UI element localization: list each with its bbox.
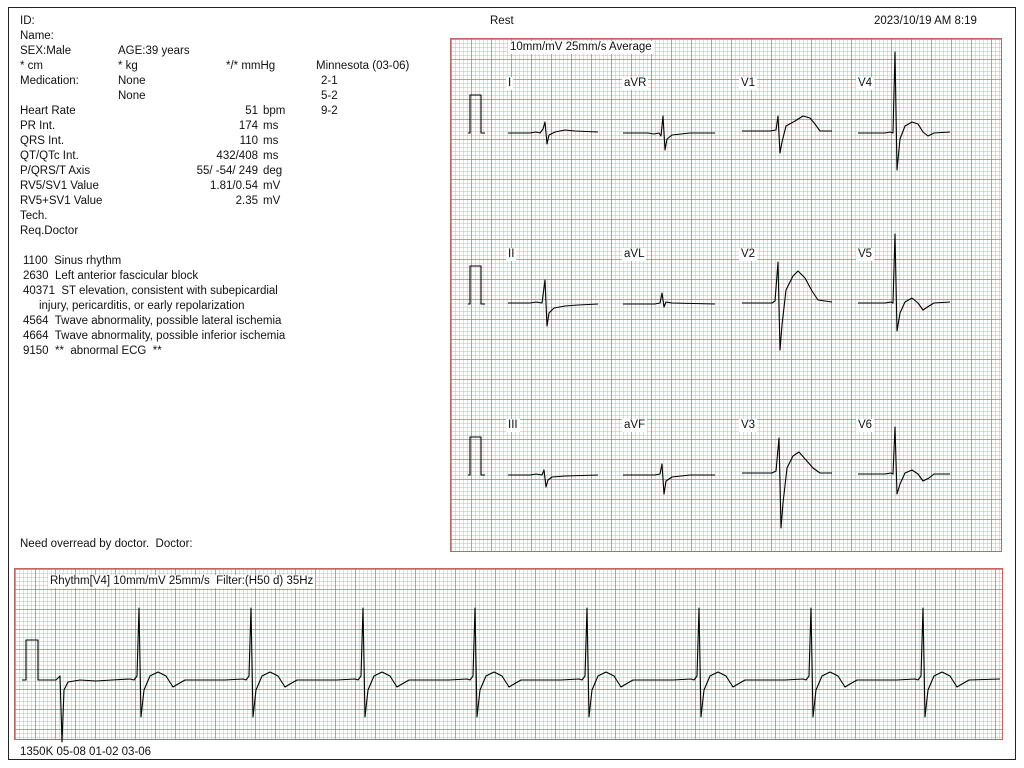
lead-trace-avf: [623, 464, 715, 494]
lead-trace-v5: [858, 234, 950, 331]
measurement-label: PR Int.: [20, 120, 56, 132]
lead-label: V2: [741, 248, 756, 260]
lead-label: II: [508, 248, 515, 260]
measurement-label: QRS Int.: [20, 135, 65, 147]
measurement-unit: mV: [263, 195, 281, 207]
medication-label: Medication:: [20, 75, 79, 87]
req-doctor-label: Req.Doctor: [20, 225, 79, 237]
patient-weight: * kg: [118, 60, 138, 72]
rhythm-strip-label: Rhythm[V4] 10mm/mV 25mm/s Filter:(H50 d) 35Hz: [50, 575, 314, 587]
measurement-value: 174: [238, 120, 258, 132]
patient-name-label: Name:: [20, 30, 54, 42]
measurement-label: RV5+SV1 Value: [20, 195, 103, 207]
lead-label: V6: [858, 419, 873, 431]
lead-label: V5: [858, 248, 873, 260]
footer-code: 1350K 05-08 01-02 03-06: [20, 746, 152, 758]
lead-label: aVR: [624, 77, 647, 89]
minnesota-code: 5-2: [321, 90, 338, 102]
lead-label: V3: [741, 419, 756, 431]
measurement-unit: deg: [263, 165, 283, 177]
measurement-label: QT/QTc Int.: [20, 150, 79, 162]
measurement-value: 55/ -54/ 249: [196, 165, 258, 177]
patient-id-label: ID:: [20, 15, 35, 27]
measurement-value: 1.81/0.54: [210, 180, 258, 192]
patient-height: * cm: [20, 60, 43, 72]
ecg-settings-label: 10mm/mV 25mm/s Average: [510, 41, 652, 53]
lead-trace-i: [508, 122, 598, 144]
minnesota-title: Minnesota (03-06): [316, 60, 410, 72]
rhythm-trace-v4: [44, 608, 1000, 742]
lead-label: V1: [741, 77, 756, 89]
overread-note: Need overread by doctor. Doctor:: [20, 538, 193, 550]
lead-trace-iii: [508, 470, 598, 487]
lead-label: aVF: [624, 419, 646, 431]
medication-value-2: None: [118, 90, 146, 102]
report-title: Rest: [490, 15, 514, 27]
lead-trace-v2: [742, 262, 832, 350]
measurement-value: 2.35: [235, 195, 258, 207]
calibration-pulse: [468, 437, 485, 475]
measurement-value: 432/408: [216, 150, 258, 162]
tech-label: Tech.: [20, 210, 48, 222]
lead-trace-ii: [508, 280, 598, 326]
interpretation-line: 9150 ** abnormal ECG **: [23, 345, 162, 357]
interpretation-line: 1100 Sinus rhythm: [23, 255, 122, 267]
calibration-pulse: [22, 640, 44, 680]
measurement-label: P/QRS/T Axis: [20, 165, 91, 177]
measurement-label: RV5/SV1 Value: [20, 180, 99, 192]
measurement-unit: ms: [263, 120, 279, 132]
lead-label: aVL: [624, 248, 645, 260]
minnesota-code: 2-1: [321, 75, 338, 87]
measurement-label: Heart Rate: [20, 105, 76, 117]
lead-trace-v6: [858, 427, 950, 494]
calibration-pulse: [468, 95, 485, 133]
patient-blood-pressure: */* mmHg: [226, 60, 276, 72]
lead-trace-v3: [742, 438, 832, 528]
lead-trace-v1: [742, 116, 832, 153]
lead-trace-v4: [858, 52, 950, 170]
measurement-unit: ms: [263, 150, 279, 162]
lead-label: V4: [858, 77, 873, 89]
patient-age: AGE:39 years: [118, 45, 190, 57]
interpretation-line: 4564 Twave abnormality, possible lateral ischemia: [23, 315, 282, 327]
patient-sex: SEX:Male: [20, 45, 72, 57]
measurement-unit: mV: [263, 180, 281, 192]
report-datetime: 2023/10/19 AM 8:19: [874, 15, 977, 27]
measurement-value: 51: [245, 105, 258, 117]
measurement-unit: ms: [263, 135, 279, 147]
interpretation-line: 40371 ST elevation, consistent with subepicardial: [23, 285, 278, 297]
interpretation-line: 2630 Left anterior fascicular block: [23, 270, 199, 282]
interpretation-line: 4664 Twave abnormality, possible inferior ischemia: [23, 330, 286, 342]
lead-trace-avl: [623, 293, 715, 307]
interpretation-line: injury, pericarditis, or early repolarization: [23, 300, 245, 312]
minnesota-code: 9-2: [321, 105, 338, 117]
medication-value-1: None: [118, 75, 146, 87]
lead-label: III: [508, 419, 518, 431]
measurement-unit: bpm: [263, 105, 286, 117]
lead-trace-avr: [623, 116, 715, 150]
calibration-pulse: [468, 266, 485, 304]
measurement-value: 110: [239, 135, 258, 147]
lead-label: I: [508, 77, 512, 89]
